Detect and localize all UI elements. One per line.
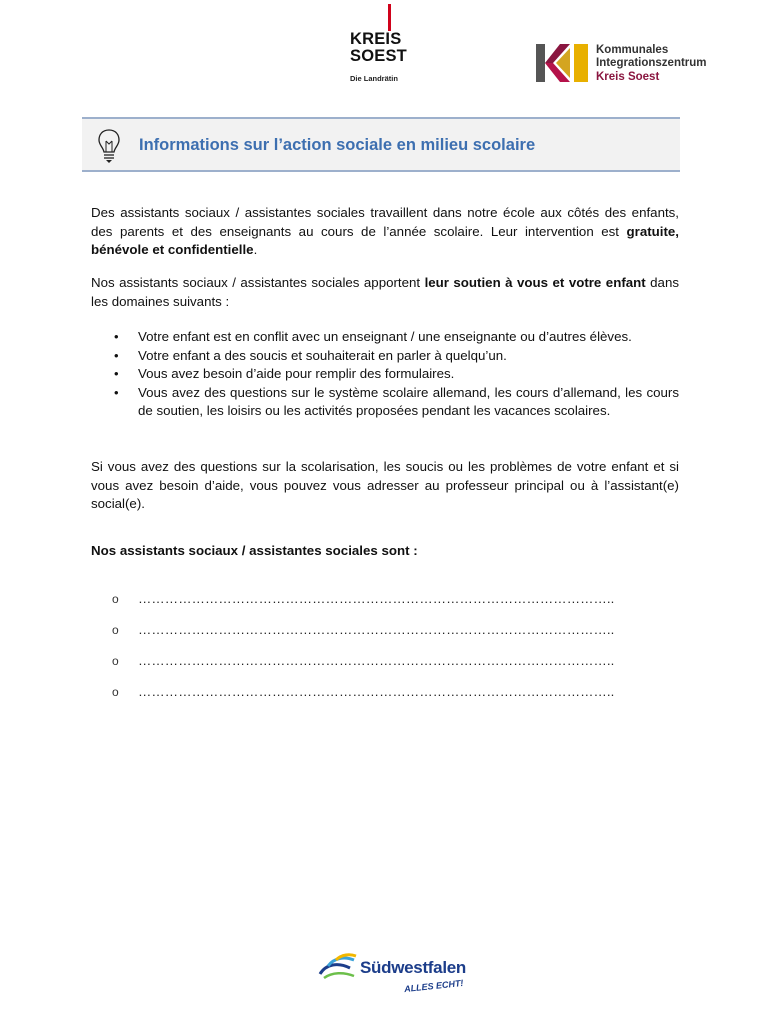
circle-bullet: o bbox=[112, 623, 119, 637]
support-text: Nos assistants sociaux / assistantes sociales apportent bbox=[91, 275, 425, 290]
support-paragraph bbox=[91, 274, 679, 311]
intro-bold-text: gratuite, bénévole et confidentielle bbox=[91, 223, 679, 258]
circle-bullet: o bbox=[112, 654, 119, 668]
lightbulb-icon bbox=[96, 127, 122, 165]
list-item: • Votre enfant est en conflit avec un enseignant / une enseignante ou d’autres élèves. bbox=[91, 328, 679, 347]
suedwestfalen-name: Südwestfalen bbox=[360, 958, 466, 977]
support-end: dans les domaines suivants : bbox=[91, 275, 679, 309]
questions-paragraph: Si vous avez des questions sur la scolarisation, les soucis ou les problèmes de votre enfant et si vous avez besoin d’aide, vous pouvez vous adresser au professeur principal ou à l’assistant(e) social(e). bbox=[91, 459, 679, 512]
assistants-heading: Nos assistants sociaux / assistantes sociales sont : bbox=[91, 543, 418, 558]
circle-bullet: o bbox=[112, 685, 119, 699]
list-item: • Votre enfant a des soucis et souhaiterait en parler à quelqu’un. bbox=[91, 347, 679, 366]
kreis-logo-line2: SOEST bbox=[350, 47, 407, 65]
dotted-line[interactable]: …………………………………………………………………………………………….. bbox=[138, 622, 615, 637]
blank-line-item bbox=[112, 590, 614, 621]
ki-logo-line3: Kreis Soest bbox=[596, 71, 660, 83]
intro-end: . bbox=[253, 242, 258, 258]
intro-paragraph bbox=[91, 204, 679, 260]
ki-logo-line1: Kommunales bbox=[596, 44, 669, 56]
circle-bullet: o bbox=[112, 592, 119, 606]
dotted-line[interactable]: …………………………………………………………………………………………….. bbox=[138, 684, 615, 699]
ki-logo bbox=[536, 40, 736, 86]
kreis-logo-line1: KREIS bbox=[350, 30, 402, 48]
suedwestfalen-logo bbox=[316, 950, 476, 1000]
kreis-red-bar bbox=[388, 4, 391, 31]
dotted-line[interactable]: …………………………………………………………………………………………….. bbox=[138, 591, 615, 606]
blank-line-item bbox=[112, 652, 614, 683]
ki-mark-icon bbox=[536, 44, 591, 82]
list-item: • Vous avez besoin d’aide pour remplir des formulaires. bbox=[91, 365, 679, 384]
assistants-blank-list bbox=[112, 590, 614, 714]
dotted-line[interactable]: …………………………………………………………………………………………….. bbox=[138, 653, 615, 668]
intro-text: Des assistants sociaux / assistantes sociales travaillent dans notre école aux côtés des enfants, des parents et des enseignants au cours de l’année scolaire. Leur intervention est bbox=[91, 205, 679, 239]
list-item: • Vous avez des questions sur le système scolaire allemand, les cours d’allemand, les cours de soutien, les loisirs ou les activités proposées pendant les vacances scolaires. bbox=[91, 384, 679, 421]
page-title: Informations sur l’action sociale en milieu scolaire bbox=[139, 136, 536, 154]
ki-logo-line2: Integrationszentrum bbox=[596, 57, 707, 69]
title-banner bbox=[82, 117, 680, 172]
support-bold-text: leur soutien à vous et votre enfant bbox=[424, 275, 646, 290]
blank-line-item bbox=[112, 621, 614, 652]
suedwestfalen-tagline: ALLES ECHT! bbox=[403, 977, 464, 995]
kreis-logo-subtitle: Die Landrätin bbox=[350, 74, 398, 83]
blank-line-item bbox=[112, 683, 614, 714]
kreis-soest-logo bbox=[346, 4, 416, 86]
support-domains-list bbox=[91, 328, 679, 421]
suedwestfalen-swoosh-icon bbox=[316, 952, 360, 982]
